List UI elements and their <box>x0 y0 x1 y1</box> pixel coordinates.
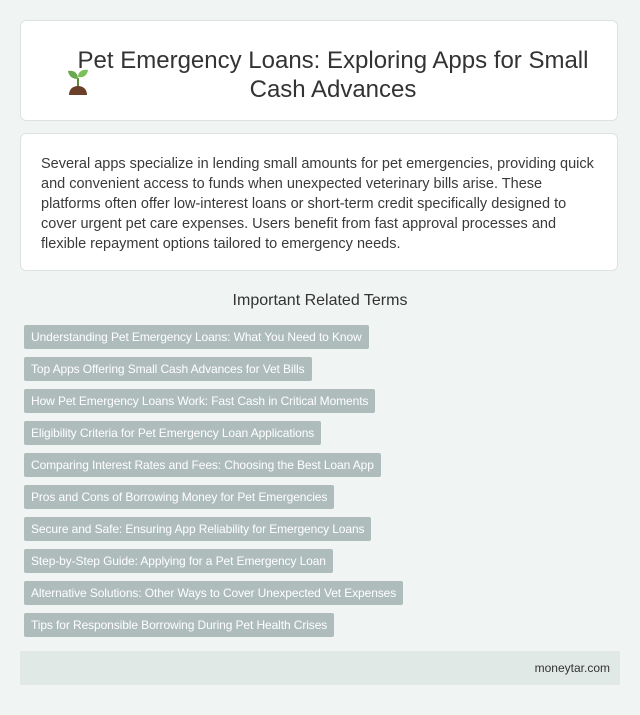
related-terms-list <box>24 325 604 645</box>
list-item <box>24 517 604 549</box>
term-tag[interactable]: How Pet Emergency Loans Work: Fast Cash in Critical Moments <box>24 389 375 413</box>
footer-site-name[interactable]: moneytar.com <box>534 661 610 675</box>
term-tag[interactable]: Pros and Cons of Borrowing Money for Pet Emergencies <box>24 485 334 509</box>
term-tag[interactable]: Step-by-Step Guide: Applying for a Pet Emergency Loan <box>24 549 333 573</box>
description-text: Several apps specialize in lending small amounts for pet emergencies, providing quick and convenient access to funds when unexpected veterinary bills arise. These platforms often offer low-interest loans or short-term credit specifically designed to cover urgent pet care expenses. Users benefit from fast approval processes and flexible repayment options tailored to emergency needs. <box>41 156 594 252</box>
list-item <box>24 389 604 421</box>
term-tag[interactable]: Tips for Responsible Borrowing During Pet Health Crises <box>24 613 334 637</box>
term-tag[interactable]: Alternative Solutions: Other Ways to Cover Unexpected Vet Expenses <box>24 581 403 605</box>
list-item <box>24 453 604 485</box>
title-card <box>20 20 618 121</box>
term-tag[interactable]: Top Apps Offering Small Cash Advances for Vet Bills <box>24 357 312 381</box>
list-item <box>24 421 604 453</box>
list-item <box>24 549 604 581</box>
term-tag[interactable]: Comparing Interest Rates and Fees: Choosing the Best Loan App <box>24 453 381 477</box>
term-tag[interactable]: Eligibility Criteria for Pet Emergency Loan Applications <box>24 421 321 445</box>
list-item <box>24 325 604 357</box>
term-tag[interactable]: Secure and Safe: Ensuring App Reliability for Emergency Loans <box>24 517 371 541</box>
list-item <box>24 581 604 613</box>
related-terms-heading: Important Related Terms <box>232 292 408 309</box>
list-item <box>24 613 604 645</box>
description-card <box>20 133 618 271</box>
list-item <box>24 357 604 389</box>
footer <box>20 651 620 685</box>
term-tag[interactable]: Understanding Pet Emergency Loans: What You Need to Know <box>24 325 369 349</box>
page-title: Pet Emergency Loans: Exploring Apps for Small Cash Advances <box>77 47 589 103</box>
list-item <box>24 485 604 517</box>
